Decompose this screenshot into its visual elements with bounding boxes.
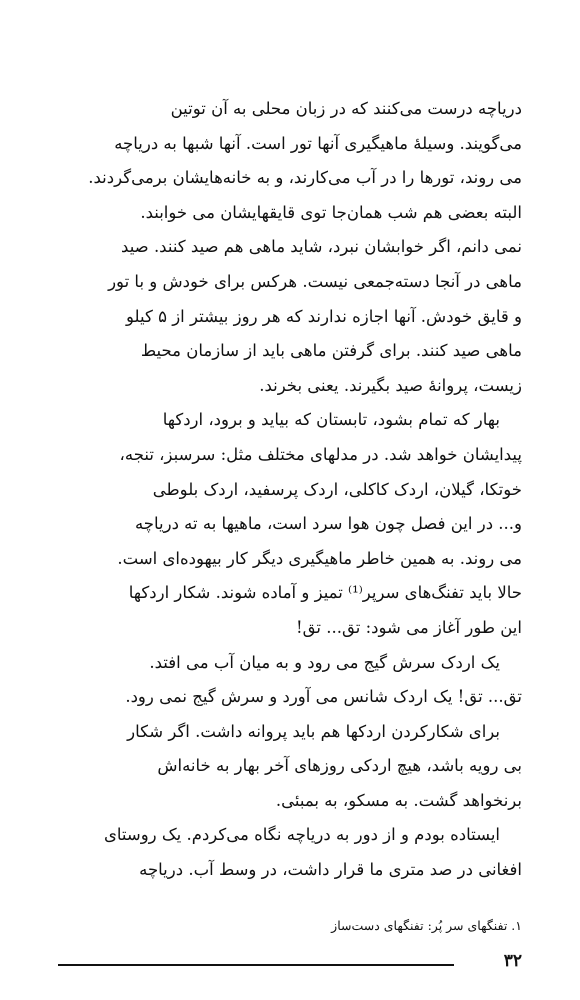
text-line: می‌گویند. وسیلهٔ ماهیگیری آنها تور است. آنها شبها به دریاچه	[114, 133, 522, 153]
text-line: برای شکارکردن اردکها هم باید پروانه داشت. اگر شکار	[127, 721, 500, 741]
text-line: زیست، پروانهٔ صید بگیرند. یعنی بخرند.	[259, 375, 522, 395]
paragraph-1	[58, 92, 522, 403]
text-line: می روند. به همین خاطر ماهیگیری دیگر کار بیهوده‌ای است.	[117, 548, 522, 568]
text-line: برنخواهد گشت. به مسکو، به بمبئی.	[275, 790, 522, 810]
text-line: بی رویه باشد، هیچ اردکی روزهای آخر بهار به خانه‌اش	[157, 756, 522, 776]
text-line: دریاچه درست می‌کنند که در زبان محلی به آن توتین	[170, 99, 522, 118]
text-line: بهار که تمام بشود، تابستان که بیاید و برود، اردکها	[162, 410, 500, 430]
footnote: ۱. تفنگهای سر پُر: تفنگهای دست‌ساز	[331, 918, 522, 933]
text-line: و... در این فصل چون هوا سرد است، ماهیها به ته دریاچه	[134, 514, 522, 534]
paragraph-5	[58, 818, 522, 887]
text-line: و قایق خودش. آنها اجازه ندارند که هر روز بیشتر از ۵ کیلو	[126, 306, 522, 326]
page-number: ۳۲	[503, 951, 522, 971]
text-line: ماهی در آنجا دسته‌جمعی نیست. هرکس برای خودش و با تور	[108, 271, 522, 291]
text-line: ایستاده بودم و از دور به دریاچه نگاه می‌کردم. یک روستای	[103, 825, 500, 845]
text-line: می روند، تورها را در آب می‌کارند، و به خانه‌هایشان برمی‌گردند.	[88, 168, 522, 188]
text-line: یک اردک سرش گیج می رود و به میان آب می افتد.	[149, 652, 500, 672]
text-line: تق... تق! یک اردک شانس می آورد و سرش گیج نمی رود.	[125, 687, 522, 707]
paragraph-4	[58, 715, 522, 819]
text-line: افغانی در صد متری ما قرار داشت، در وسط آب. دریاچه	[139, 860, 522, 880]
text-line: حالا باید تفنگ‌های سرپر⁽¹⁾ تمیز و آماده شوند. شکار اردکها	[128, 583, 522, 603]
body-text	[58, 92, 522, 888]
text-line: ماهی صید کنند. برای گرفتن ماهی باید از سازمان محیط	[140, 341, 522, 361]
text-line: خوتکا، گیلان، اردک کاکلی، اردک پرسفید، اردک بلوطی	[152, 479, 522, 499]
text-line: البته بعضی هم شب همان‌جا توی قایقهایشان می خوابند.	[140, 202, 522, 222]
text-line: پیدایشان خواهد شد. در مدلهای مختلف مثل: سرسبز، تنجه،	[119, 444, 522, 464]
footer-rule	[58, 964, 454, 966]
paragraph-2	[58, 403, 522, 645]
paragraph-3	[58, 646, 522, 715]
text-line: نمی دانم، اگر خوابشان نبرد، شاید ماهی هم صید کنند. صید	[121, 237, 522, 257]
text-line: این طور آغاز می شود: تق... تق!	[296, 617, 522, 637]
